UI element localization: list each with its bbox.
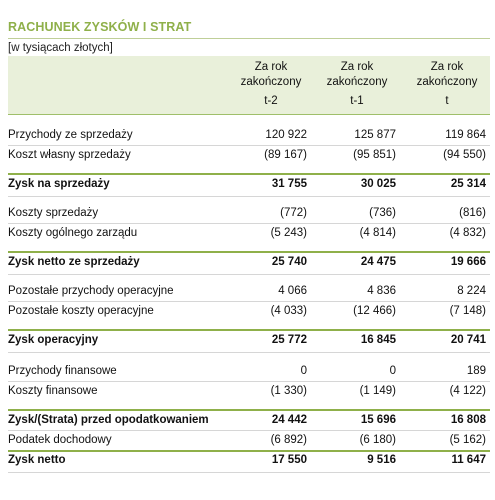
- row-divider: [8, 352, 490, 353]
- row-koszty-finansowe: [8, 382, 490, 401]
- row-label: Zysk/(Strata) przed opodatkowaniem: [8, 414, 209, 426]
- row-label: Zysk operacyjny: [8, 334, 99, 346]
- row-value-t-1: 0: [389, 365, 396, 377]
- row-value-t: (4 832): [449, 227, 486, 239]
- header-divider: [8, 114, 490, 115]
- row-value-t-2: 24 442: [271, 414, 307, 426]
- row-pozostale-koszty-operacyjne: [8, 302, 490, 321]
- row-value-t-2: 25 740: [271, 256, 307, 268]
- row-value-t-2: 31 755: [271, 178, 307, 190]
- row-przychody-finansowe: [8, 362, 490, 381]
- row-przychody-ze-sprzedazy: [8, 126, 490, 145]
- row-label: Pozostałe koszty operacyjne: [8, 305, 154, 317]
- column-header-line1: Za rok: [340, 61, 374, 73]
- row-value-t: 189: [466, 365, 486, 377]
- row-label: Podatek dochodowy: [8, 434, 112, 446]
- row-koszt-wlasny-sprzedazy: [8, 146, 490, 165]
- row-zysk-netto-ze-sprzedazy: [8, 253, 490, 272]
- row-label: Koszty sprzedaży: [8, 207, 99, 219]
- row-label: Zysk netto: [8, 454, 66, 466]
- row-value-t-1: 15 696: [360, 414, 396, 426]
- column-header-t-2: [232, 60, 310, 109]
- column-header-t-1: [318, 60, 396, 109]
- row-value-t-2: (4 033): [270, 305, 307, 317]
- column-header-period: t-1: [350, 95, 364, 107]
- row-value-t-1: (4 814): [359, 227, 396, 239]
- row-value-t: 16 808: [450, 414, 486, 426]
- row-divider: [8, 196, 490, 197]
- row-value-t-2: 4 066: [278, 285, 307, 297]
- statement-units: [w tysiącach złotych]: [8, 42, 113, 54]
- title-divider: [8, 38, 490, 39]
- column-header-line1: Za rok: [254, 61, 288, 73]
- row-value-t: (7 148): [449, 305, 486, 317]
- row-value-t-1: (736): [369, 207, 396, 219]
- row-value-t: 19 666: [450, 256, 486, 268]
- row-value-t-1: (95 851): [353, 149, 396, 161]
- row-value-t-1: (12 466): [353, 305, 396, 317]
- row-value-t-2: 25 772: [271, 334, 307, 346]
- row-value-t-2: (1 330): [270, 385, 307, 397]
- row-koszty-sprzedazy: [8, 204, 490, 223]
- row-label: Zysk netto ze sprzedaży: [8, 256, 140, 268]
- table-bottom-rule: [8, 472, 490, 473]
- row-zysk-netto: [8, 451, 490, 470]
- column-header-line2: zakończony: [326, 76, 388, 88]
- column-header-line1: Za rok: [430, 61, 464, 73]
- row-value-t-1: 4 836: [367, 285, 396, 297]
- row-zysk-operacyjny: [8, 331, 490, 350]
- row-value-t: 20 741: [450, 334, 486, 346]
- row-value-t-2: (772): [280, 207, 307, 219]
- row-value-t-2: (89 167): [264, 149, 307, 161]
- row-value-t: 25 314: [450, 178, 486, 190]
- row-label: Przychody ze sprzedaży: [8, 129, 133, 141]
- column-header-period: t: [445, 95, 449, 107]
- row-value-t-2: (6 892): [270, 434, 307, 446]
- row-koszty-ogolnego-zarzadu: [8, 224, 490, 243]
- row-value-t-2: 17 550: [271, 454, 307, 466]
- statement-title: RACHUNEK ZYSKÓW I STRAT: [8, 20, 192, 34]
- row-label: Koszty finansowe: [8, 385, 98, 397]
- row-value-t-1: 24 475: [360, 256, 396, 268]
- row-value-t: (4 122): [449, 385, 486, 397]
- row-value-t-2: 0: [300, 365, 307, 377]
- row-zysk-na-sprzedazy: [8, 175, 490, 194]
- row-value-t-1: 16 845: [360, 334, 396, 346]
- column-header-line2: zakończony: [416, 76, 478, 88]
- row-label: Koszt własny sprzedaży: [8, 149, 131, 161]
- row-podatek-dochodowy: [8, 431, 490, 450]
- row-label: Przychody finansowe: [8, 365, 117, 377]
- row-value-t-1: (1 149): [359, 385, 396, 397]
- row-value-t: 11 647: [451, 454, 486, 466]
- row-divider: [8, 274, 490, 275]
- row-value-t-1: 9 516: [367, 454, 396, 466]
- row-value-t: (94 550): [443, 149, 486, 161]
- row-value-t-2: 120 922: [265, 129, 307, 141]
- row-value-t: 8 224: [457, 285, 486, 297]
- row-label: Koszty ogólnego zarządu: [8, 227, 138, 239]
- column-header-t: [408, 60, 486, 109]
- row-value-t-1: 125 877: [354, 129, 396, 141]
- row-pozostale-przychody-operacyjne: [8, 282, 490, 301]
- row-value-t-1: 30 025: [360, 178, 396, 190]
- row-value-t-1: (6 180): [359, 434, 396, 446]
- row-value-t: 119 864: [445, 129, 486, 141]
- row-zysk-przed-opodatkowaniem: [8, 411, 490, 430]
- row-value-t-2: (5 243): [270, 227, 307, 239]
- column-header-line2: zakończony: [240, 76, 302, 88]
- row-label: Zysk na sprzedaży: [8, 178, 110, 190]
- row-value-t: (816): [459, 207, 486, 219]
- row-label: Pozostałe przychody operacyjne: [8, 285, 174, 297]
- column-header-period: t-2: [264, 95, 278, 107]
- row-value-t: (5 162): [449, 434, 486, 446]
